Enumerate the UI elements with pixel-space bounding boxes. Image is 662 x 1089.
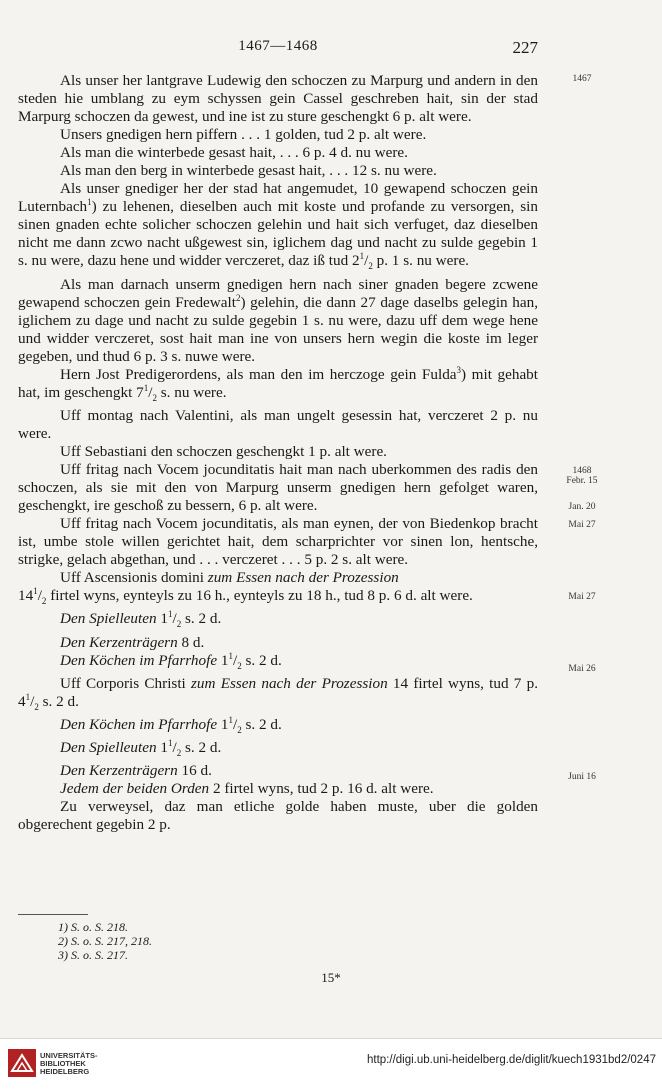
paragraph: Uff fritag nach Vocem jocunditatis hait man nach uberkommen des radis den schoczen, als sie mit den von Marpurg unserm gnedigen hern gefolget waren, geschengkt, ire geschoß zu bessern, 6 p. alt were. (18, 461, 538, 515)
footnote: 1) S. o. S. 218. (58, 920, 128, 934)
footnote: 2) S. o. S. 217, 218. (58, 934, 152, 948)
paragraph: Zu verweysel, daz man etliche golde haben muste, uber die golden obgerechent gegebin 2 p. (18, 798, 538, 834)
paragraph: Uff fritag nach Vocem jocunditatis, als man eynen, der von Biedenkop bracht ist, umbe stole willen gerichtet hait, dem scharprichter vor sinen lon, hentsche, strigke, gelach abgethan, und . . . verczeret . . . 5 p. 2 s. alt were. (18, 515, 538, 569)
body-text (18, 72, 538, 834)
paragraph: Uff Sebastiani den schoczen geschengkt 1 p. alt were. (60, 443, 387, 460)
paragraph: Den Köchen im Pfarrhofe $1^1/_2$ s. 2 d. (60, 650, 282, 671)
running-header (18, 38, 538, 58)
margin-note: Mai 27 (568, 592, 596, 602)
footnote-ref: 1 (87, 197, 92, 208)
margin-note: Juni 16 (568, 772, 596, 782)
paragraph: Jedem der beiden Orden 2 firtel wyns, tud 2 p. 16 d. alt were. (60, 779, 434, 797)
paragraph: Als unser her lantgrave Ludewig den schoczen zu Marpurg und andern in den steden hie umblang zu eym schyssen gein Cassel geschreben hait, sin der stad Marpurg schoczen da gewest, und ine ist zu sture geschengkt 6 p. alt were. (18, 72, 538, 126)
paragraph: Uff montag nach Valentini, als man ungelt gesessin hat, verczeret 2 p. nu were. (18, 406, 538, 442)
paragraph: Den Kerzenträgern 8 d. (60, 633, 205, 651)
paragraph: Hern Jost Predigerordens, als man den im herczoge gein Fulda$^3$) mit gehabt hat, im geschengkt $7^1/_2$ s. nu were. (18, 364, 538, 403)
footnote: 3) S. o. S. 217. (58, 948, 128, 962)
paragraph: Den Köchen im Pfarrhofe $1^1/_2$ s. 2 d. (60, 714, 282, 735)
paragraph: Uff Ascensionis domini zum Essen nach der Prozession $14^1/_2$ firtel wyns, eynteyls zu 16 h., eynteyls zu 18 h., tud 8 p. 6 d. alt were. (18, 569, 473, 607)
paragraph: Den Spielleuten $1^1/_2$ s. 2 d. (60, 609, 222, 630)
margin-note: 1468 Febr. 15 (566, 466, 598, 486)
paragraph: Den Kerzenträgern 16 d. (60, 761, 212, 779)
page-number: 227 (512, 38, 538, 57)
margin-note: Mai 27 (568, 520, 596, 530)
paragraph: Uff Corporis Christi zum Essen nach der Prozession 14 firtel wyns, tud 7 p. $4^1/_2$ s. 2 d. (18, 674, 538, 712)
paragraph: Als man darnach unserm gnedigen hern nach siner gnaden begere zcwene gewapend schoczen gein Fredewalt$^2$) gelehin, die dann 27 dage daselbs gelegin han, iglichem zu dage und nacht zu sulde gegebin 1 s. nu were, dazu uff dem wege hene und widder verczeret, sost hait man ine von unsers hern wegin die koste im leger gegeben, und thud 6 p. 3 s. nuwe were. (18, 275, 538, 365)
signature-mark: 15* (321, 970, 341, 985)
margin-note: Jan. 20 (568, 502, 596, 512)
source-url[interactable]: http://digi.ub.uni-heidelberg.de/diglit/kuech1931bd2/0247 (367, 1054, 656, 1066)
footnote-divider (18, 914, 88, 915)
year-range: 1467—1468 (238, 38, 318, 54)
paragraph: Als unser gnediger her der stad hat angemudet, 10 gewapend schoczen gein Luternbach$^1$) zu lehenen, dieselben auch mit koste und profande zu versorgen, sin sinen gnaden echte solicher schoczen gelehin und hait sich verfuget, daz dieselben nicht me dann zcwo nacht ußgewest sin, iglichem dag und nacht zu sulde gegebin 1 s. nu were, dazu hene und widder verczeret, daz iß tud $2^1/_2$ p. 1 s. nu were. (18, 180, 538, 272)
institution-name: UNIVERSITÄTS- BIBLIOTHEK HEIDELBERG (40, 1051, 98, 1076)
paragraph: Als man den berg in winterbede gesast hait, . . . 12 s. nu were. (60, 162, 437, 180)
margin-note: 1467 (572, 74, 592, 84)
library-logo-icon (8, 1049, 36, 1077)
margin-note: Mai 26 (568, 664, 596, 674)
footer-bar (0, 1038, 662, 1089)
footnotes (58, 920, 152, 962)
paragraph: Den Spielleuten $1^1/_2$ s. 2 d. (60, 737, 222, 758)
footnote-ref: 3 (456, 364, 462, 375)
paragraph: Unsers gnedigen hern piffern . . . 1 golden, tud 2 p. alt were. (60, 126, 427, 144)
footnote-ref: 2 (235, 292, 241, 303)
paragraph: Als man die winterbede gesast hait, . . . 6 p. 4 d. nu were. (60, 144, 408, 162)
